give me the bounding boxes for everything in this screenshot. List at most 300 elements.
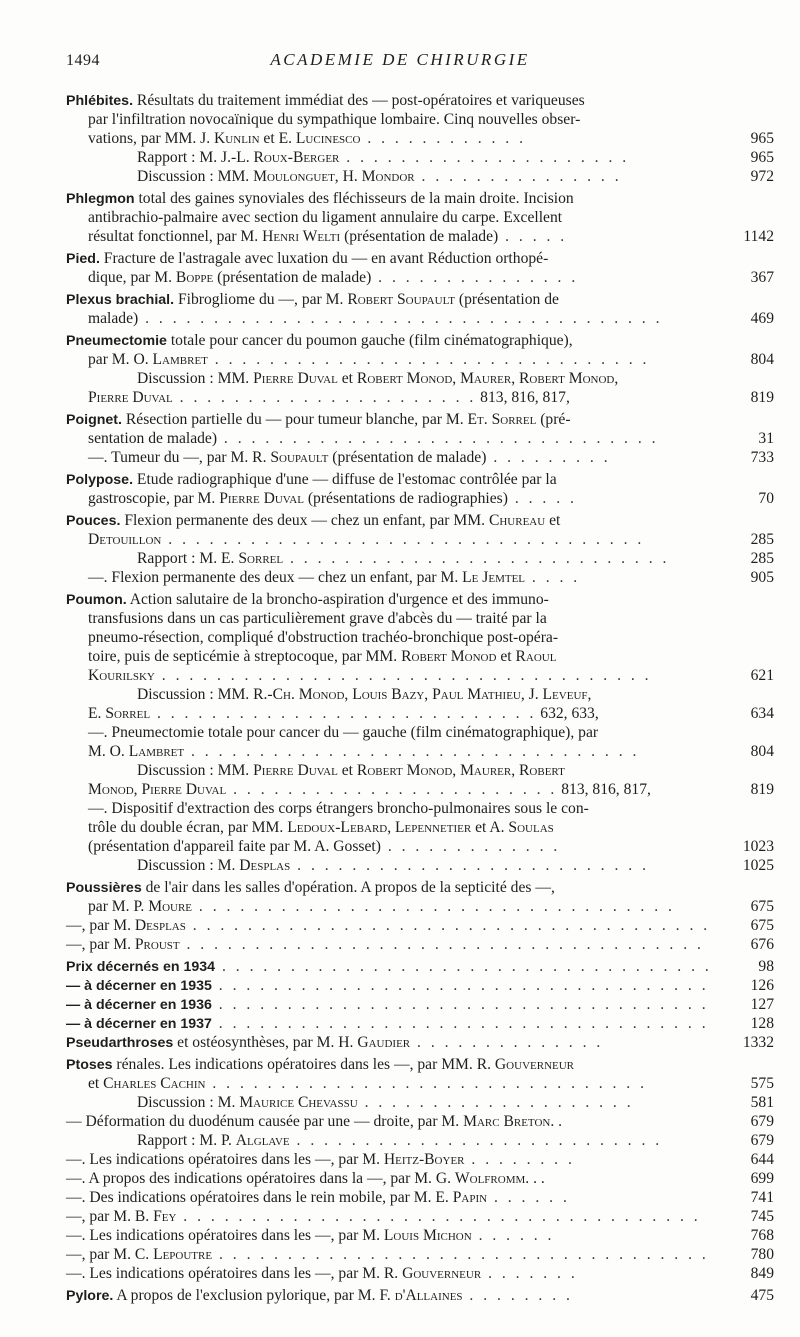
leader-dots: . . . . . . . .: [462, 1287, 573, 1304]
entry-keyword: — à décerner en 1936: [66, 997, 212, 1013]
leader-dots: . . . . . . . . . . . . . . . . . . . .: [357, 1094, 634, 1111]
page-reference: 31: [758, 430, 774, 447]
entry-segment: et ostéosynthèses, par M. H.: [173, 1034, 358, 1051]
index-line: [0, 549, 800, 568]
author-name: Desplas: [134, 917, 186, 934]
index-line: [0, 1169, 800, 1188]
leader-dots: . . . .: [525, 569, 581, 586]
entry-keyword: Pylore.: [66, 1288, 114, 1304]
entry-keyword: Phlébites.: [66, 93, 134, 109]
page-reference: 679: [750, 1132, 774, 1149]
entry-segment: (présentations de radiographies): [303, 490, 508, 507]
entry-segment: et A.: [471, 819, 509, 836]
leader-dots: . . . . . . . . . . . . . . . . . . . . . . . . . .: [290, 857, 649, 874]
author-name: Boppe: [175, 269, 214, 286]
entry-keyword: Poignet.: [66, 412, 122, 428]
entry-segment: et: [496, 648, 516, 665]
author-name: Desplas: [239, 857, 291, 874]
index-line: [0, 976, 800, 995]
entry-segment: —. Des indications opératoires dans le rein mobile, par M. E.: [66, 1189, 453, 1206]
author-name: Lambret: [152, 351, 208, 368]
entry-segment: et: [545, 512, 561, 529]
page-reference: 965: [750, 149, 774, 166]
author-name: Henri Welti: [262, 228, 341, 245]
entry-text: [88, 448, 611, 467]
author-name: Proust: [134, 936, 180, 953]
entry-segment: ,: [133, 781, 142, 798]
author-name: R.-Ch. Monod: [253, 686, 345, 703]
index-line: [0, 1207, 800, 1226]
entry-segment: Résection partielle du — pour tumeur blanche, par M.: [121, 411, 468, 428]
entry-segment: . . .: [525, 1170, 545, 1187]
entry-segment: de l'air dans les salles d'opération. A propos de la septicité des —,: [141, 879, 555, 896]
entry-segment: Action salutaire de la broncho-aspiration d'urgence et des immuno-: [126, 591, 549, 608]
author-name: Fey: [153, 1208, 177, 1225]
extra-pages: 813, 816, 817,: [476, 389, 570, 406]
entry-text: [137, 1093, 634, 1112]
author-name: Raoul: [515, 648, 557, 665]
index-line: [0, 1264, 800, 1283]
entry-text: [66, 331, 573, 351]
page-reference: 733: [750, 449, 774, 466]
entry-segment: ,: [614, 370, 619, 387]
index-line: [0, 448, 800, 467]
leader-dots: . . . . . . . .: [464, 1151, 575, 1168]
entry-segment: ,: [452, 370, 461, 387]
author-name: Pierre Duval: [253, 370, 338, 387]
entry-text: [88, 129, 526, 148]
entry-text: [88, 110, 580, 129]
leader-dots: . . . . . . . . . . . . . .: [410, 1034, 604, 1051]
page-reference: 469: [750, 310, 774, 327]
index-line: [0, 290, 800, 309]
entry-segment: — Déformation du duodénum causée par une — droite, par M.: [66, 1113, 464, 1130]
entry-text: [66, 957, 712, 977]
entry-text: [137, 167, 622, 186]
index-line: [0, 916, 800, 935]
index-line: [0, 470, 800, 489]
entry-text: [88, 704, 599, 723]
author-name: Et. Sorrel: [467, 411, 537, 428]
entry-text: [137, 761, 565, 780]
index-line: [0, 780, 800, 799]
author-name: Lepoutre: [153, 1246, 213, 1263]
entry-text: [88, 227, 567, 246]
entry-text: [66, 1207, 701, 1226]
index-line: [0, 1112, 800, 1131]
entry-text: [88, 350, 649, 369]
index-line: [0, 331, 800, 350]
entry-segment: —, par M. C.: [66, 1246, 154, 1263]
index-line: [0, 1055, 800, 1074]
page-reference: 128: [750, 1015, 774, 1032]
author-name: Charles Cachin: [103, 1075, 206, 1092]
author-name: Paul Mathieu: [432, 686, 521, 703]
author-name: Louis Bazy: [352, 686, 425, 703]
author-name: Maurer: [460, 762, 512, 779]
entry-text: [66, 1055, 574, 1075]
author-name: Le Jemtel: [462, 569, 526, 586]
leader-dots: . . . . . . . . . . . . . . . . . . . . . . . . . . . . . . . . . . . . . .: [138, 310, 663, 327]
entry-segment: Rapport : M. P.: [137, 1132, 236, 1149]
leader-dots: . . . . . . . . . . . . . . . . . . . . . . . . . . . . . . . . . . . .: [211, 996, 709, 1013]
author-name: Ledoux-Lebard: [287, 819, 388, 836]
index-line: [0, 647, 800, 666]
index-line: [0, 856, 800, 875]
entry-segment: et: [337, 762, 357, 779]
author-name: Maurice Chevassu: [239, 1094, 358, 1111]
entry-text: [88, 628, 558, 647]
index-line: [0, 369, 800, 388]
index-line: [0, 1131, 800, 1150]
page-reference: 745: [750, 1208, 774, 1225]
leader-dots: . . . . . . . . . . . . . . . . . . . . . . . . . . . . . . . . . . . .: [215, 958, 712, 975]
author-name: Robert Soupault: [347, 291, 455, 308]
entry-text: [88, 666, 652, 685]
index-line: [0, 1245, 800, 1264]
author-name: Louis Michon: [383, 1227, 472, 1244]
author-name: Papin: [452, 1189, 488, 1206]
entry-segment: . .: [550, 1113, 563, 1130]
entry-segment: par l'infiltration novocaïnique du sympathique lombaire. Cinq nouvelles obser-: [88, 111, 581, 128]
author-name: Gaudier: [357, 1034, 411, 1051]
entry-text: [66, 1112, 562, 1131]
leader-dots: . . . . . . . . . . . . . . . . . . . . . . . . . . . . . . . .: [205, 1075, 647, 1092]
entry-segment: Fibrogliome du —, par M.: [174, 291, 348, 308]
entry-segment: dique, par M.: [88, 269, 176, 286]
entry-segment: ,: [424, 686, 433, 703]
index-line: [0, 628, 800, 647]
entry-keyword: Polypose.: [66, 472, 134, 488]
index-line: [0, 1150, 800, 1169]
page-reference: 768: [750, 1227, 774, 1244]
index-line: [0, 388, 800, 407]
page-reference: 575: [750, 1075, 774, 1092]
author-name: Sorrel: [238, 550, 284, 567]
entry-segment: Résultats du traitement immédiat des — post-opératoires et variqueuses: [133, 92, 585, 109]
author-name: Gouverneur: [402, 1265, 482, 1282]
author-name: Detouillon: [88, 531, 162, 548]
author-name: Gouverneur: [494, 1056, 575, 1073]
entry-text: [66, 1286, 573, 1306]
entry-keyword: Poussières: [66, 880, 142, 896]
author-name: Robert Monod: [356, 370, 453, 387]
entry-text: [88, 208, 562, 227]
entry-text: [88, 568, 580, 587]
entry-segment: , H.: [334, 168, 362, 185]
entry-segment: (présentation de malade): [213, 269, 372, 286]
index-line: [0, 167, 800, 186]
extra-pages: 813, 816, 817,: [557, 781, 651, 798]
entry-text: [66, 290, 559, 310]
entry-text: [88, 647, 556, 666]
index-line: [0, 268, 800, 287]
entry-segment: —. Dispositif d'extraction des corps étrangers broncho-pulmonaires sous le con-: [88, 800, 589, 817]
entry-segment: (présentation de: [455, 291, 559, 308]
index-line: [0, 350, 800, 369]
leader-dots: . . . . . . . . . . . . . . . . . . . . . . . . . . . .: [283, 550, 670, 567]
entry-text: [137, 856, 649, 875]
entry-segment: Discussion : M.: [137, 1094, 240, 1111]
author-name: Sorrel: [105, 705, 151, 722]
entry-text: [88, 897, 675, 916]
author-name: Pierre Duval: [253, 762, 338, 779]
entry-segment: A propos de l'exclusion pylorique, par M. F.: [113, 1287, 395, 1304]
entry-text: [88, 818, 554, 837]
author-name: Chureau: [488, 512, 546, 529]
page-reference: 127: [750, 996, 774, 1013]
leader-dots: . . . . . . . . . . . . . . . . . . . . .: [339, 149, 630, 166]
author-name: Lucinesco: [295, 130, 361, 147]
index-line: [0, 1286, 800, 1305]
page-reference: 285: [750, 531, 774, 548]
index-line: [0, 957, 800, 976]
entry-segment: Etude radiographique d'une — diffuse de l'estomac contrôlée par la: [133, 471, 557, 488]
entry-text: [88, 268, 578, 287]
entry-text: [66, 916, 710, 935]
entry-segment: malade): [88, 310, 139, 327]
entry-segment: (pré-: [536, 411, 571, 428]
author-name: Soupault: [270, 449, 329, 466]
index-line: [0, 685, 800, 704]
entry-text: [66, 1188, 570, 1207]
entry-segment: , J.: [520, 686, 543, 703]
entry-text: [137, 549, 669, 568]
leader-dots: . . . . . . . . . . . . .: [380, 838, 561, 855]
author-name: Pierre Duval: [219, 490, 304, 507]
entry-text: [88, 1074, 647, 1093]
entry-text: [88, 489, 577, 508]
entry-text: [66, 935, 704, 954]
index-line: [0, 568, 800, 587]
running-title: ACADEMIE DE CHIRURGIE: [270, 50, 530, 69]
entry-segment: Rapport : M. J.-L.: [137, 149, 254, 166]
author-name: Mondor: [361, 168, 415, 185]
index-line: [0, 208, 800, 227]
entry-segment: gastroscopie, par M.: [88, 490, 220, 507]
entry-text: [88, 837, 560, 856]
page-reference: 804: [750, 351, 774, 368]
page-reference: 621: [750, 667, 774, 684]
author-name: Robert Monod: [519, 370, 615, 387]
leader-dots: . . . . . .: [471, 1227, 555, 1244]
index-line: [0, 761, 800, 780]
author-name: Heitz-Boyer: [383, 1151, 465, 1168]
entry-segment: sentation de malade): [88, 430, 218, 447]
entry-text: [66, 1033, 603, 1053]
index-line: [0, 704, 800, 723]
index-line: [0, 530, 800, 549]
author-name: Lambret: [128, 743, 185, 760]
entry-segment: et: [88, 1075, 104, 1092]
page-reference: 1332: [742, 1034, 774, 1051]
entry-segment: transfusions dans un cas particulièrement grave d'abcès du — traité par la: [88, 610, 547, 627]
entry-segment: Rapport : M. E.: [137, 550, 239, 567]
entry-keyword: Pseudarthroses: [66, 1035, 174, 1051]
entry-segment: et E.: [259, 130, 296, 147]
entry-text: [137, 685, 591, 704]
index-line: [0, 723, 800, 742]
entry-segment: rénales. Les indications opératoires dans les —, par MM. R.: [112, 1056, 495, 1073]
index-line: [0, 1188, 800, 1207]
entry-text: [137, 369, 618, 388]
leader-dots: . . . . . . . . . . . . . . . . . . . . . . . . . . . . . . . .: [217, 430, 659, 447]
leader-dots: . . . . . . . . . . . . . . . . . . . . . . . . . . . . . . . . . . . . . .: [176, 1208, 701, 1225]
entry-segment: trôle du double écran, par MM.: [88, 819, 288, 836]
page-reference: 126: [750, 977, 774, 994]
entry-text: [66, 976, 709, 996]
entry-segment: ,: [344, 686, 353, 703]
entry-text: [66, 511, 560, 531]
page-reference: 972: [750, 168, 774, 185]
entry-text: [66, 1169, 545, 1188]
index-line: [0, 189, 800, 208]
author-name: Pierre Duval: [141, 781, 227, 798]
index-line: [0, 590, 800, 609]
index-line: [0, 91, 800, 110]
entry-segment: ,: [587, 686, 592, 703]
page-reference: 699: [750, 1170, 774, 1187]
leader-dots: . . . . . . . . . . . . . . . . . . . . . . . . . . . . . . . . . . .: [192, 898, 675, 915]
leader-dots: . . . . . . . . . . . .: [360, 130, 526, 147]
entry-text: [137, 148, 629, 167]
entry-segment: pneumo-résection, compliqué d'obstruction trachéo-bronchique post-opéra-: [88, 629, 559, 646]
page-reference: 849: [750, 1265, 774, 1282]
page-reference: 965: [750, 130, 774, 147]
author-name: Robert: [519, 762, 565, 779]
page-reference: 780: [750, 1246, 774, 1263]
entry-segment: E.: [88, 705, 106, 722]
entry-segment: ,: [387, 819, 396, 836]
author-name: Kunlin: [214, 130, 260, 147]
entry-text: [88, 609, 547, 628]
index-line: [0, 609, 800, 628]
index-line: [0, 489, 800, 508]
leader-dots: . . . . . . . . . . . . . . . . . . . . . . . . . . . . . . . . . . . . . .: [179, 936, 704, 953]
entry-keyword: Pneumectomie: [66, 333, 167, 349]
entry-text: [66, 590, 549, 610]
index-line: [0, 511, 800, 530]
page-reference: 634: [750, 705, 774, 722]
entry-text: [66, 995, 709, 1015]
author-name: Wolfromm: [454, 1170, 526, 1187]
entry-segment: ,: [511, 762, 520, 779]
page-reference: 644: [750, 1151, 774, 1168]
extra-pages: 632, 633,: [536, 705, 599, 722]
leader-dots: . . . . . . . . . . . . . . .: [414, 168, 622, 185]
leader-dots: . . . . .: [507, 490, 577, 507]
page-header: [0, 50, 800, 76]
entry-text: [66, 1226, 554, 1245]
entry-text: [88, 799, 589, 818]
index-line: [0, 1093, 800, 1112]
entry-segment: par M. O.: [88, 351, 153, 368]
author-name: Pierre Duval: [88, 389, 173, 406]
leader-dots: . . . . . . . . . . . . . . .: [371, 269, 579, 286]
leader-dots: . . . . . .: [487, 1189, 570, 1206]
author-name: Maurer: [460, 370, 512, 387]
author-name: Monod: [88, 781, 134, 798]
index-line: [0, 878, 800, 897]
author-name: Robert Monod: [401, 648, 497, 665]
page-reference: 285: [750, 550, 774, 567]
leader-dots: . . . . . . . . .: [486, 449, 611, 466]
entry-segment: totale pour cancer du poumon gauche (film cinématographique),: [166, 332, 573, 349]
leader-dots: . . . . . . . . . . . . . . . . . . . . . . . .: [226, 781, 558, 798]
entry-segment: total des gaines synoviales des fléchisseurs de la main droite. Incision: [134, 190, 574, 207]
entry-segment: (présentation de malade): [340, 228, 499, 245]
index-line: [0, 799, 800, 818]
leader-dots: . . . . . . . . . . . . . . . . . . . . . . . . . . . . . . . . . . . .: [211, 977, 709, 994]
author-name: Roux-Berger: [253, 149, 340, 166]
page-reference: 1023: [742, 838, 774, 855]
index-line: [0, 995, 800, 1014]
entry-text: [88, 388, 570, 407]
page-reference: 819: [750, 781, 774, 798]
page-reference: 676: [750, 936, 774, 953]
entry-keyword: Plexus brachial.: [66, 292, 175, 308]
author-name: Moure: [148, 898, 193, 915]
entry-segment: —. A propos des indications opératoires dans la —, par M. G.: [66, 1170, 455, 1187]
entry-keyword: Pied.: [66, 251, 100, 267]
entry-segment: —. Les indications opératoires dans les —, par M.: [66, 1151, 384, 1168]
entry-segment: (présentation d'appareil faite par M. A. Gosset): [88, 838, 381, 855]
entry-segment: ,: [511, 370, 520, 387]
entry-segment: —. Pneumectomie totale pour cancer du — gauche (film cinématographique), par: [88, 724, 599, 741]
entry-keyword: Ptoses: [66, 1057, 113, 1073]
index-line: [0, 1014, 800, 1033]
author-name: d'Allaines: [394, 1287, 463, 1304]
entry-segment: —. Les indications opératoires dans les —, par M.: [66, 1227, 384, 1244]
entry-text: [66, 410, 571, 430]
entry-text: [88, 429, 659, 448]
entry-segment: toire, puis de septicémie à streptocoque, par MM.: [88, 648, 402, 665]
entry-text: [66, 1264, 578, 1283]
entry-text: [88, 530, 644, 549]
entry-segment: Discussion : MM.: [137, 168, 254, 185]
entry-keyword: Prix décernés en 1934: [66, 959, 216, 975]
entry-segment: —. Tumeur du —, par M. R.: [88, 449, 271, 466]
leader-dots: . . . . . . . . . . . . . . . . . . . . . . . . . . . . . . . . . . . .: [212, 1246, 709, 1263]
index-line: [0, 148, 800, 167]
entry-segment: —. Les indications opératoires dans les —, par M. R.: [66, 1265, 403, 1282]
leader-dots: . . . . . . . . . . . . . . . . . . . . . . . . . . . . . . . . .: [184, 743, 640, 760]
page-number: 1494: [66, 52, 100, 69]
page-reference: 675: [750, 898, 774, 915]
page-reference: 475: [750, 1287, 774, 1304]
author-name: Robert Monod: [356, 762, 453, 779]
index-line: [0, 429, 800, 448]
leader-dots: . . . . . . . . . . . . . . . . . . . . . . . . . . . . . . . . . . . . . .: [185, 917, 711, 934]
author-name: Leveuf: [542, 686, 588, 703]
entry-segment: et: [337, 370, 357, 387]
entry-text: [66, 470, 557, 490]
entry-segment: ,: [452, 762, 461, 779]
entry-text: [66, 1014, 709, 1034]
index-line: [0, 742, 800, 761]
leader-dots: . . . . . . . . . . . . . . . . . . . . . . . . . . . . . . . .: [207, 351, 650, 368]
entry-segment: Discussion : MM.: [137, 762, 254, 779]
page-reference: 804: [750, 743, 774, 760]
page-reference: 819: [750, 389, 774, 406]
index-line: [0, 666, 800, 685]
entry-keyword: — à décerner en 1935: [66, 978, 212, 994]
leader-dots: . . . . . . . . . . . . . . . . . . . . . . . . . . . .: [150, 705, 537, 722]
author-name: Alglave: [235, 1132, 290, 1149]
entry-text: [66, 1150, 575, 1169]
page-reference: 98: [758, 958, 774, 975]
index-line: [0, 897, 800, 916]
